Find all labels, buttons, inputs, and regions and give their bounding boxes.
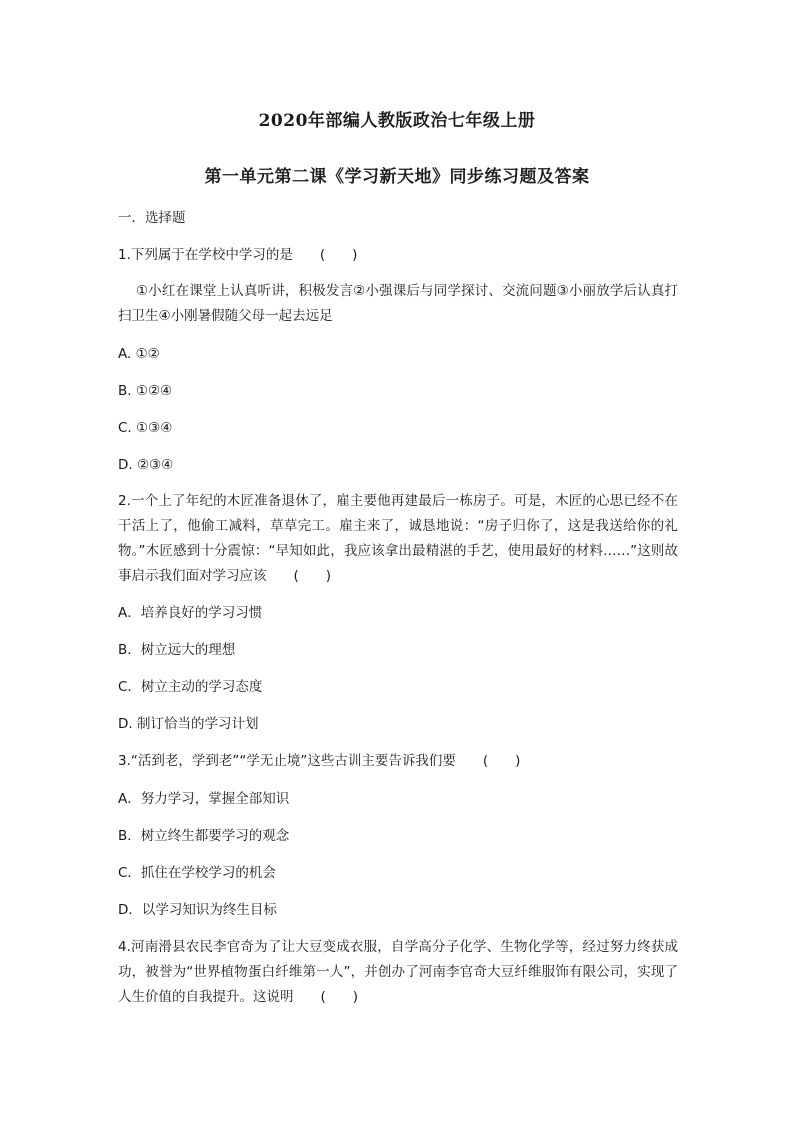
question-3-option-a: A．努力学习，掌握全部知识	[118, 791, 290, 807]
question-2-option-a: A．培养良好的学习习惯	[118, 605, 263, 621]
question-3-option-d: D．以学习知识为终生目标	[118, 902, 277, 918]
question-1-option-b: B. ①②④	[118, 383, 173, 399]
question-1-option-d: D. ②③④	[118, 457, 174, 473]
section-heading: 一．选择题	[118, 210, 186, 226]
document-subtitle: 第一单元第二课《学习新天地》同步练习题及答案	[204, 167, 590, 187]
question-1-option-a: A. ①②	[118, 346, 160, 362]
question-4-stem: 4.河南滑县农民李官奇为了让大豆变成衣服，自学高分子化学、生物化学等，经过努力终获成功，被誉为“世界植物蛋白纤维第一人”，并创办了河南李官奇大豆纤维服饰有限公司，实现了人生价值的自我提升。这说明 ( )	[118, 939, 678, 1005]
question-2-option-c: C．树立主动的学习态度	[118, 679, 263, 695]
question-3-stem: 3.“活到老，学到老”“学无止境”这些古训主要告诉我们要 ( )	[118, 753, 521, 769]
question-3-option-b: B．树立终生都要学习的观念	[118, 828, 290, 844]
question-2-stem: 2.一个上了年纪的木匠准备退休了，雇主要他再建最后一栋房子。可是，木匠的心思已经不在干活上了，他偷工减料，草草完工。雇主来了，诚恳地说：“房子归你了，这是我送给你的礼物。”木匠感到十分震惊：“早知如此，我应该拿出最精湛的手艺，使用最好的材料……”这则故事启示我们面对学习应该 ( )	[118, 493, 678, 584]
question-1-stem: 1.下列属于在学校中学习的是 ( )	[118, 247, 358, 263]
question-2-option-d: D. 制订恰当的学习计划	[118, 716, 259, 732]
question-3-option-c: C．抓住在学校学习的机会	[118, 865, 276, 881]
document-title: 2020年部编人教版政治七年级上册	[258, 111, 536, 131]
question-1-statement: ①小红在课堂上认真听讲，积极发言②小强课后与同学探讨、交流问题③小丽放学后认真打扫卫生④小刚暑假随父母一起去远足	[118, 283, 678, 324]
question-1-option-c: C. ①③④	[118, 420, 173, 436]
question-2-option-b: B．树立远大的理想	[118, 642, 236, 658]
